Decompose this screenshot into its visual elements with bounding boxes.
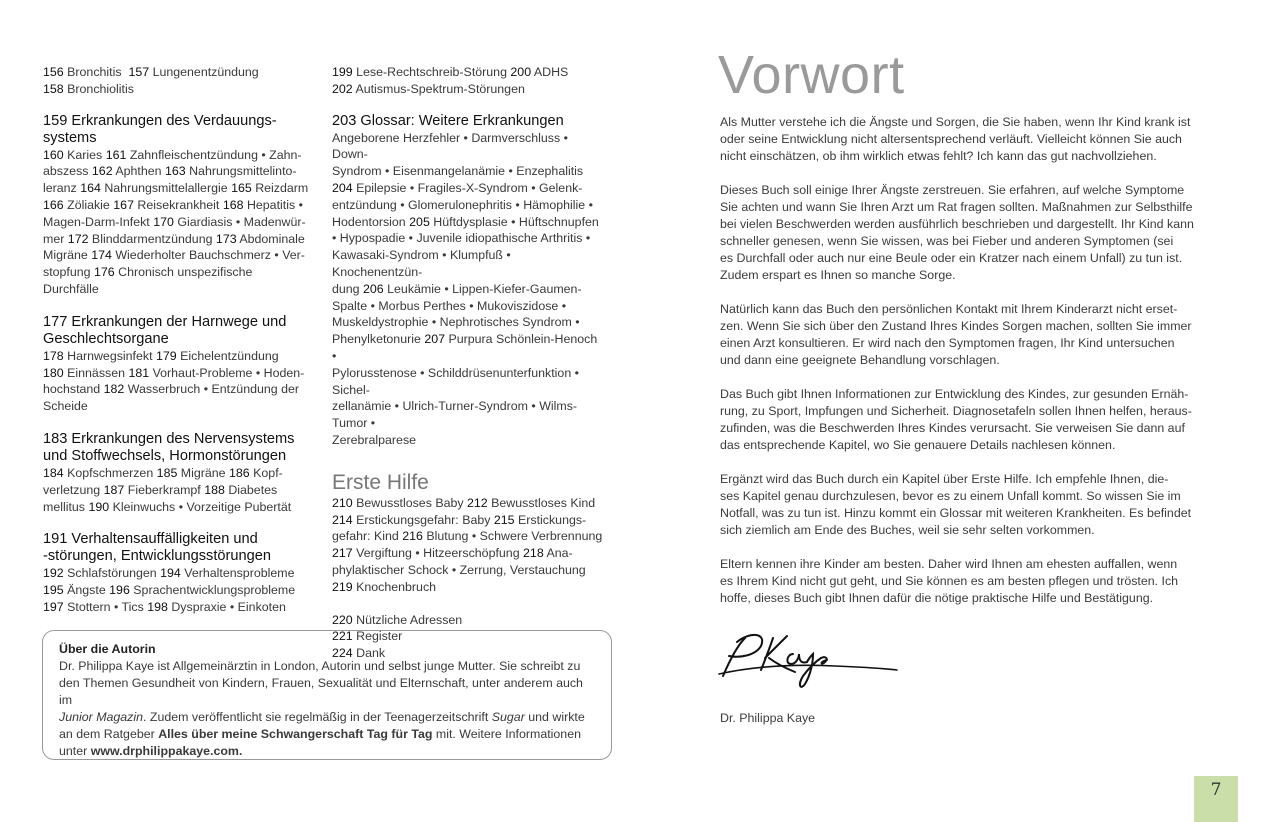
author-info-box [42, 630, 612, 760]
toc-entries-respiratory [43, 64, 311, 98]
author-website-link[interactable]: www.drphilippakaye.com. [90, 744, 243, 758]
glossar-entry-line[interactable]: zellanämie • Ulrich-Turner-Syndrom • Wilms-Tumor • [332, 399, 578, 431]
magazine-name: Sugar [491, 710, 525, 724]
toc-page-number: 156 [43, 65, 64, 79]
signature-image [715, 628, 900, 696]
toc-page-number: 161 [105, 147, 127, 162]
toc-entry-line[interactable]: 221 Register [332, 629, 403, 644]
vorwort-paragraph: Natürlich kann das Buch den persönlichen Kontakt mit Ihrem Kinderarzt nicht erset- zen. Wenn Sie sich über den Zustand Ihres Kindes Sorgen machen, sollten Sie immer einen Arzt konsultieren. Er wird nach den Symptomen fragen, Ihr Kind untersuchen und dann eine geeignete Behandlung vorschlagen. [720, 302, 1192, 367]
vorwort-body [720, 114, 1210, 624]
glossar-entry-line[interactable]: 204 Epilepsie • Fragiles-X-Syndrom • Gelenk- [332, 180, 583, 195]
toc-entry-line[interactable]: 202 Autismus-Spektrum-Störungen [332, 81, 525, 96]
author-bio-line: Dr. Philippa Kaye ist Allgemeinärztin in London, Autorin und selbst junge Mutter. Sie schreibt zu [59, 659, 581, 673]
erste-hilfe-heading[interactable]: Erste Hilfe [332, 470, 429, 494]
toc-page-number: 210 [332, 495, 353, 510]
glossar-entry-line[interactable]: Angeborene Herzfehler • Darmverschluss • Down- [332, 130, 568, 162]
section-title[interactable]: 177 Erkrankungen der Harnwege und Geschlechtsorgane [43, 313, 287, 347]
toc-entries-development [332, 64, 604, 98]
glossar-entry-line[interactable]: Phenylketonurie 207 Purpura Schönlein-Henoch • [332, 332, 598, 363]
toc-page-number: 170 [153, 214, 174, 229]
glossar-entry-line[interactable]: Zerebralparese [332, 432, 417, 447]
toc-entry-line[interactable]: mer 172 Blinddarmentzündung 173 Abdominale [43, 231, 305, 246]
vorwort-paragraph: Eltern kennen ihre Kinder am besten. Daher wird Ihnen am ehesten auffallen, wenn es Ihrem Kind nicht gut geht, und Sie können es am besten pflegen und trösten. Ich hoffe, dieses Buch gibt Ihnen dafür die nötige praktische Hilfe und Bestätigung. [720, 557, 1179, 605]
toc-page-number: 162 [91, 164, 113, 179]
toc-page-number: 176 [93, 265, 115, 280]
toc-page-number: 190 [88, 499, 110, 514]
toc-entry-line[interactable]: 217 Vergiftung • Hitzeerschöpfung 218 Ana- [332, 546, 573, 561]
toc-page-number: 195 [43, 583, 64, 598]
glossar-entry-line[interactable]: Hodentorsion 205 Hüftdysplasie • Hüftschnupfen [332, 214, 599, 229]
toc-page-number: 165 [231, 181, 252, 196]
toc-entry[interactable]: Bronchiolitis [67, 81, 134, 96]
magazine-name: Junior Magazin [59, 710, 144, 724]
section-title[interactable]: 183 Erkrankungen des Nervensystems und Stoffwechsels, Hormonstörungen [43, 430, 295, 464]
toc-section [43, 431, 311, 515]
toc-entry-line[interactable]: 184 Kopfschmerzen 185 Migräne 186 Kopf- [43, 465, 283, 480]
toc-entry-line[interactable]: hochstand 182 Wasserbruch • Entzündung der [43, 382, 299, 397]
author-bio-line: unter www.drphilippakaye.com. [59, 744, 243, 758]
toc-entry-line[interactable]: verletzung 187 Fieberkrampf 188 Diabetes [43, 482, 278, 497]
toc-page-number: 167 [113, 197, 134, 212]
toc-page-number: 192 [43, 566, 64, 581]
vorwort-paragraph: Dieses Buch soll einige Ihrer Ängste zerstreuen. Sie erfahren, auf welche Symptome Sie achten und wann Sie Ihren Arzt um Rat fragen sollten. Maßnahmen zur Selbsthilfe bei vielen Beschwerden werden ausführlich beschrieben und dargestellt. Ihr Kind kann schneller genesen, wenn Sie wissen, was bei Fieber und anderen Symptomen (sei es Durchfall oder auch nur eine Beule oder ein Kratzer nach einem Unfall) zu tun ist. Zudem erspart es Ihnen so manche Sorge. [720, 183, 1194, 282]
glossar-entry-line[interactable]: Pylorusstenose • Schilddrüsenunterfunktion • Sichel- [332, 365, 579, 397]
toc-entry-line[interactable]: 192 Schlafstörungen 194 Verhaltensprobleme [43, 566, 295, 581]
vorwort-paragraph: Als Mutter verstehe ich die Ängste und Sorgen, die Sie haben, wenn Ihr Kind krank ist oder seine Entwicklung nicht altersentsprechend verläuft. Vielleicht können Sie auch nicht einschätzen, ob ihm wirklich etwas fehlt? Ich kann das gut nachvollziehen. [720, 115, 1191, 163]
page-title: Vorwort [718, 45, 905, 105]
toc-page-number: 214 [332, 512, 353, 527]
toc-entry-line[interactable]: 195 Ängste 196 Sprachentwicklungsprobleme [43, 583, 296, 598]
toc-section [43, 113, 311, 298]
toc-entry-line[interactable]: Scheide [43, 399, 88, 414]
glossar-entry-line[interactable]: • Hypospadie • Juvenile idiopathische Arthritis • [332, 231, 591, 246]
toc-entry-line[interactable]: 210 Bewusstloses Baby 212 Bewusstloses Kind [332, 495, 596, 510]
toc-page-number: 206 [363, 281, 384, 296]
toc-page-number: 220 [332, 612, 353, 627]
author-box-title: Über die Autorin [59, 642, 156, 656]
toc-page-number: 219 [332, 579, 353, 594]
toc-entry-line[interactable]: 224 Dank [332, 646, 386, 661]
toc-entry-line[interactable]: 178 Harnwegsinfekt 179 Eichelentzündung [43, 348, 279, 363]
author-bio-line: an dem Ratgeber Alles über meine Schwangerschaft Tag für Tag mit. Weitere Informationen [59, 727, 581, 741]
toc-column-left [43, 64, 311, 632]
toc-entry-line[interactable]: 214 Erstickungsgefahr: Baby 215 Erstickungs- [332, 512, 587, 527]
author-bio-line: den Themen Gesundheit von Kindern, Frauen, Sexualität und Elternschaft, unter anderem auch im [59, 676, 583, 707]
toc-page-number: 215 [493, 512, 515, 527]
glossar-entry-line[interactable]: Syndrom • Eisenmangelanämie • Enzephalitis [332, 164, 584, 179]
toc-entry-line[interactable]: phylaktischer Schock • Zerrung, Verstauchung [332, 562, 586, 577]
toc-page-number: 202 [332, 81, 353, 96]
toc-entry[interactable]: Lungenentzündung [152, 65, 259, 79]
toc-page-number: 199 [332, 65, 353, 79]
glossar-entry-line[interactable]: entzündung • Glomerulonephritis • Hämophilie • [332, 197, 593, 212]
page-number: 7 [1194, 776, 1238, 822]
toc-entry-line[interactable]: 219 Knochenbruch [332, 579, 437, 594]
toc-page-number: 200 [510, 65, 532, 79]
toc-page-number: 205 [409, 214, 430, 229]
toc-page-number: 160 [43, 147, 64, 162]
toc-entry-line[interactable]: 180 Einnässen 181 Vorhaut-Probleme • Hoden- [43, 365, 305, 380]
toc-entry-line[interactable]: abszess 162 Aphthen 163 Nahrungsmittelinto- [43, 164, 297, 179]
toc-page-number: 163 [164, 164, 186, 179]
toc-page-number: 182 [103, 382, 125, 397]
toc-page-number: 178 [43, 348, 64, 363]
toc-page-number: 221 [332, 629, 353, 644]
toc-page-number: 185 [156, 465, 178, 480]
toc-page-number: 198 [147, 599, 168, 614]
toc-entry-line[interactable]: gefahr: Kind 216 Blutung • Schwere Verbrennung [332, 529, 603, 544]
toc-page-number: 164 [80, 181, 101, 196]
toc-page-number: 197 [43, 599, 64, 614]
author-bio-line: Junior Magazin. Zudem veröffentlicht sie regelmäßig in der Teenagerzeitschrift Sugar und wirkte [59, 710, 585, 724]
toc-page-number: 184 [43, 465, 64, 480]
toc-entry-line[interactable]: leranz 164 Nahrungsmittelallergie 165 Reizdarm [43, 181, 309, 196]
toc-page-number: 188 [204, 482, 225, 497]
toc-page-number: 207 [424, 332, 445, 347]
glossar-entry-line[interactable]: Muskeldystrophie • Nephrotisches Syndrom • [332, 315, 580, 330]
toc-page-number: 224 [332, 646, 353, 661]
toc-page-number: 204 [332, 180, 353, 195]
glossar-entry-line[interactable]: Kawasaki-Syndrom • Klumpfuß • Knochenentzün- [332, 248, 511, 279]
toc-page-number: 187 [103, 482, 125, 497]
toc-entry-line[interactable]: 197 Stottern • Tics 198 Dyspraxie • Einkoten [43, 599, 286, 614]
toc-entry[interactable]: Bronchitis [67, 65, 122, 79]
toc-entry-line[interactable]: 160 Karies 161 Zahnfleischentzündung • Zahn- [43, 147, 302, 162]
toc-page-number: 179 [155, 348, 177, 363]
toc-page-number: 166 [43, 197, 64, 212]
signature-name: Dr. Philippa Kaye [720, 711, 816, 725]
glossar-entry-line[interactable]: Spalte • Morbus Perthes • Mukoviszidose • [332, 298, 567, 313]
glossar-entry-line[interactable]: dung 206 Leukämie • Lippen-Kiefer-Gaumen- [332, 281, 582, 296]
erste-hilfe-entries [332, 495, 604, 596]
toc-page-number: 172 [67, 231, 89, 246]
toc-page-number: 196 [109, 583, 130, 598]
toc-page-number: 180 [43, 365, 64, 380]
toc-page-number: 174 [91, 248, 112, 263]
vorwort-paragraph: Ergänzt wird das Buch durch ein Kapitel über Erste Hilfe. Ich empfehle Ihnen, die- ses Kapitel genau durchzulesen, bevor es zu einem Unfall kommt. So wissen Sie im Notfall, was zu tun ist. Hinzu kommt ein Glossar mit weiteren Krankheiten. Es befindet sich ziemlich am Ende des Buches, weil sie sehr selten vorkommen. [720, 472, 1192, 537]
toc-entry-line[interactable]: 220 Nützliche Adressen [332, 612, 463, 627]
toc-section-glossar [332, 113, 604, 449]
toc-page-number: 217 [332, 546, 353, 561]
toc-page-number: 212 [467, 495, 488, 510]
toc-page-number: 186 [229, 465, 250, 480]
glossar-entries [332, 130, 604, 449]
section-title[interactable]: 203 Glossar: Weitere Erkrankungen [332, 112, 564, 129]
toc-page-number: 218 [523, 546, 544, 561]
toc-entry-line[interactable]: Magen-Darm-Infekt 170 Giardiasis • Madenwür- [43, 214, 306, 229]
toc-section [43, 314, 311, 415]
toc-entry-line[interactable]: mellitus 190 Kleinwuchs • Vorzeitige Pubertät [43, 499, 292, 514]
book-title: Alles über meine Schwangerschaft Tag für Tag [158, 727, 433, 741]
toc-section [43, 531, 311, 615]
toc-page-number: 194 [160, 566, 181, 581]
toc-page-number: 168 [222, 197, 244, 212]
toc-entry-line[interactable]: 199 Lese-Rechtschreib-Störung 200 ADHS [332, 65, 569, 79]
toc-page-number: 157 [128, 65, 150, 79]
toc-entry-line[interactable]: Migräne 174 Wiederholter Bauchschmerz • Ver- [43, 248, 305, 263]
toc-page-number: 158 [43, 81, 64, 96]
toc-column-right [332, 64, 604, 662]
toc-entry-line[interactable]: 166 Zöliakie 167 Reisekrankheit 168 Hepatitis • [43, 197, 303, 212]
toc-page-number: 216 [402, 529, 423, 544]
vorwort-paragraph: Das Buch gibt Ihnen Informationen zur Entwicklung des Kindes, zur gesunden Ernäh- rung, zu Sport, Impfungen und Sicherheit. Diagnosetafeln sollen Ihnen helfen, heraus- zufinden, was die Beschwerden Ihres Kindes verursacht. Sie verweisen Sie dann auf das entsprechende Kapitel, wo Sie genauere Details nachlesen können. [720, 387, 1192, 452]
toc-page-number: 173 [215, 231, 237, 246]
toc-page-number: 181 [128, 365, 150, 380]
toc-entry-line[interactable]: stopfung 176 Chronisch unspezifische Durchfälle [43, 265, 253, 296]
section-title[interactable]: 159 Erkrankungen des Verdauungs- systems [43, 112, 277, 146]
section-title[interactable]: 191 Verhaltensauffälligkeiten und -störungen, Entwicklungsstörungen [43, 531, 271, 565]
toc-section-erste-hilfe [332, 471, 604, 596]
toc-sections [43, 113, 311, 616]
